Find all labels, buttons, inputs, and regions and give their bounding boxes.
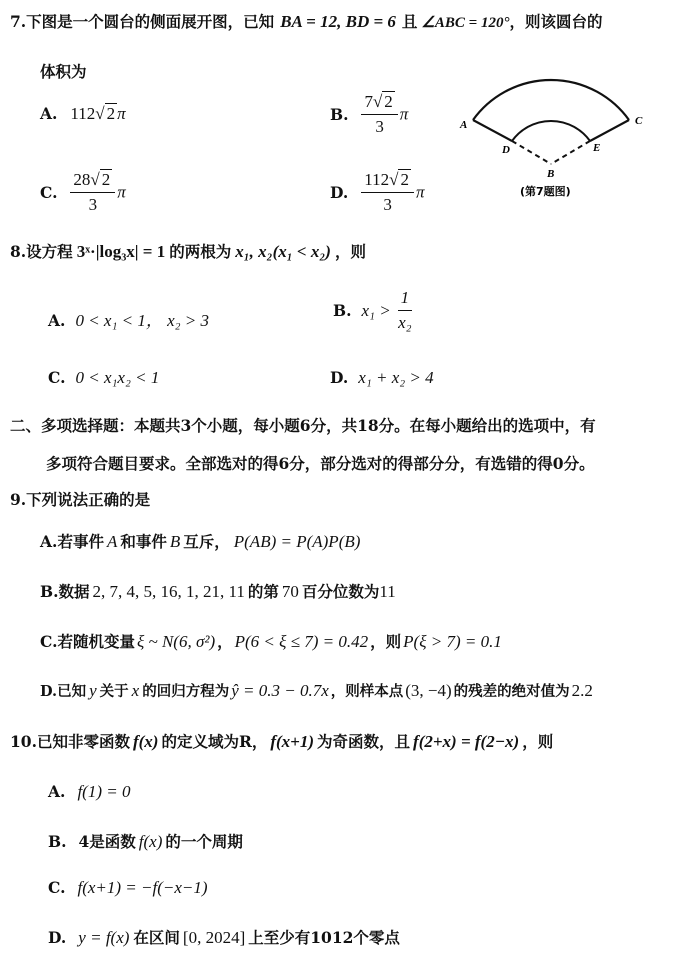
q10-option-a[interactable]: A. f(1) = 0 [48,782,131,801]
q9-option-b[interactable]: B.数据 2, 7, 4, 5, 16, 1, 21, 11 的第 70 百分位数为11 [40,582,396,601]
outer-arc [473,80,629,120]
inner-arc [512,121,590,141]
point-b-label: B [547,168,555,180]
point-a-label: A [460,119,468,131]
q8-option-d[interactable]: D. x₁ + x₂ > 4 [330,368,434,387]
q9-option-a[interactable]: A.若事件 A 和事件 B 互斥， P(AB) = P(A)P(B) [40,532,361,551]
point-c-label: C [635,115,643,127]
q8-equation: 3ˣ·|log₃x| = 1 [76,242,166,261]
q8-option-b[interactable]: B. x₁ > $\frac{1}{\text{x₂}}$ [333,288,412,332]
section2-line1: 二、多项选择题：本题共3个小题，每小题6分，共18分。在每小题给出的选项中，有 [10,416,596,435]
q7-option-c[interactable]: C. $\frac{28√ 2}{3}$ π [40,170,126,214]
q7-stem-line2: 体积为 [40,62,87,81]
q7-option-d[interactable]: D. $\frac{112√ 2}{3}$ π [330,170,425,214]
section2-line2: 多项符合题目要求。全部选对的得6分，部分选对的得部分分，有选错的得0分。 [46,454,595,473]
q8-roots: x₁, x₂(x₁ < x₂) [235,242,331,261]
q10-option-b[interactable]: B. 4是函数 f(x) 的一个周期 [48,832,243,851]
q7-option-a[interactable]: A. 112√ 2 π [40,104,126,123]
dashed-db [512,141,551,164]
q7-figure [455,62,665,212]
q8-option-a[interactable]: A. 0 < x₁ < 1， x₂ > 3 [48,311,210,330]
q7-given: BA = 12, BD = 6 [280,12,396,31]
q9-stem: 9.下列说法正确的是 [10,490,151,509]
q10-option-c[interactable]: C. f(x+1) = −f(−x−1) [48,878,208,897]
q10-stem: 10.已知非零函数 f(x) 的定义域为R， f(x+1) 为奇函数，且 f(2+x) = f(2−x) ，则 [10,732,554,751]
q9-option-d[interactable]: D.已知 y 关于 x 的回归方程为 ŷ = 0.3 − 0.7x ，则样本点 (3, −4) 的残差的绝对值为 2.2 [40,681,593,700]
q9-option-c[interactable]: C.若随机变量 ξ ~ N(6, σ²) ， P(6 < ξ ≤ 7) = 0.42 ，则 P(ξ > 7) = 0.1 [40,632,502,651]
q7-angle: ∠ABC = 120° [421,15,510,31]
figure-caption: (第7题图) [520,185,571,198]
q8-stem: 8.设方程 3ˣ·|log₃x| = 1 的两根为 x₁, x₂(x₁ < x₂) ，则 [10,242,366,261]
q8-option-c[interactable]: C. 0 < x₁x₂ < 1 [48,368,160,387]
q7-option-b[interactable]: B. $\frac{7√ 2}{3}$ π [330,92,409,136]
q7-stem-line1: 7.下图是一个圆台的侧面展开图，已知 BA = 12, BD = 6 且 ∠ABC = 120°，则该圆台的 [10,12,603,31]
point-d-label: D [502,144,510,156]
dashed-eb [551,141,590,164]
segment-ad [473,120,512,141]
segment-ce [590,120,629,141]
q10-option-d[interactable]: D. y = f(x) 在区间 [0, 2024] 上至少有1012个零点 [48,928,400,947]
point-e-label: E [593,142,601,154]
